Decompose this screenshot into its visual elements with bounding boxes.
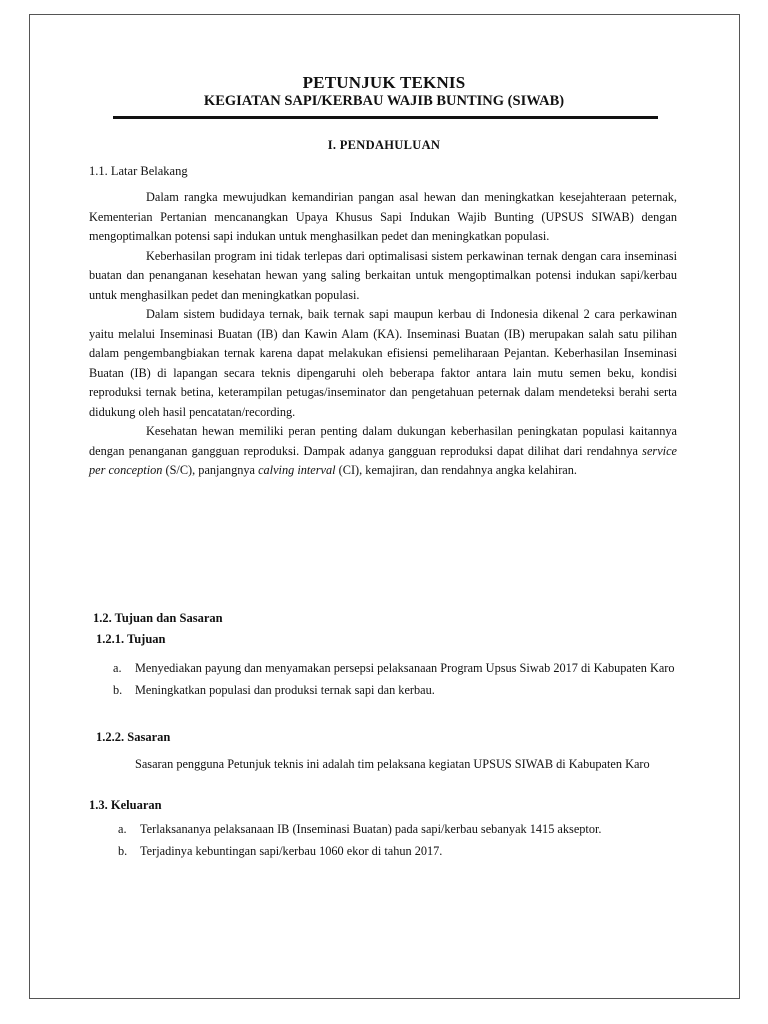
list-item-text: Terlaksananya pelaksanaan IB (Inseminasi Buatan) pada sapi/kerbau sebanyak 1415 akseptor. bbox=[140, 822, 602, 836]
sasaran-text: Sasaran pengguna Petunjuk teknis ini adalah tim pelaksana kegiatan UPSUS SIWAB di Kabupaten Karo bbox=[135, 757, 650, 771]
list-item-text: Menyediakan payung dan menyamakan persepsi pelaksanaan Program Upsus Siwab 2017 di Kabupaten Karo bbox=[135, 661, 675, 675]
document-title: PETUNJUK TEKNIS bbox=[302, 73, 466, 92]
italic-term: service per conception bbox=[89, 443, 677, 477]
latar-belakang-body bbox=[89, 188, 677, 481]
paragraph: Dalam rangka mewujudkan kemandirian pangan asal hewan dan meningkatkan kesejahteraan peternak, Kementerian Pertanian mencanangkan Upaya Khusus Sapi Indukan Wajib Bunting (UPSUS SIWAB) dengan mengoptimalkan potensi sapi indukan untuk menghasilkan pedet dan meningkatkan populasi. bbox=[89, 190, 677, 243]
list-item bbox=[113, 658, 677, 678]
document-subtitle: KEGIATAN SAPI/KERBAU WAJIB BUNTING (SIWAB) bbox=[203, 93, 565, 109]
list-item bbox=[113, 680, 677, 700]
section-heading: I. PENDAHULUAN bbox=[327, 138, 441, 152]
tujuan-heading: 1.2.1. Tujuan bbox=[96, 632, 166, 646]
tujuan-list bbox=[113, 658, 677, 700]
list-marker: b. bbox=[113, 683, 123, 697]
list-item bbox=[118, 819, 677, 839]
list-item-text: Terjadinya kebuntingan sapi/kerbau 1060 ekor di tahun 2017. bbox=[140, 844, 443, 858]
paragraph: Dalam sistem budidaya ternak, baik ternak sapi maupun kerbau di Indonesia dikenal 2 cara perkawinan yaitu melalui Inseminasi Buatan (IB) dan Kawin Alam (KA). Inseminasi Buatan (IB) merupakan salah satu pilihan dalam pengembangbiakan ternak karena dapat melakukan efisiensi pemeliharaan Pejantan. Keberhasilan Inseminasi Buatan (IB) di lapangan secara teknis dipengaruhi oleh beberapa faktor antara lain mutu semen beku, kondisi reproduksi ternak betina, keterampilan petugas/inseminator dan pengetahuan peternak dalam mendeteksi berahi serta didukung oleh hasil pencatatan/recording. bbox=[89, 307, 677, 419]
paragraph: Keberhasilan program ini tidak terlepas dari optimalisasi sistem perkawinan ternak dengan cara inseminasi buatan dan penanganan kesehatan hewan yang saling berkaitan untuk mengoptimalkan potensi indukan sapi/kerbau untuk menghasilkan pedet dan meningkatkan populasi. bbox=[89, 248, 677, 302]
list-item-text: Meningkatkan populasi dan produksi ternak sapi dan kerbau. bbox=[135, 683, 435, 697]
list-marker: a. bbox=[113, 661, 122, 675]
list-item bbox=[118, 841, 677, 861]
list-marker: a. bbox=[118, 822, 127, 836]
paragraph-text: (CI), kemajiran, dan rendahnya angka kelahiran. bbox=[335, 463, 577, 477]
keluaran-heading: 1.3. Keluaran bbox=[89, 798, 162, 812]
paragraph bbox=[89, 422, 677, 481]
italic-term: calving interval bbox=[258, 463, 336, 477]
list-marker: b. bbox=[118, 844, 128, 858]
sasaran-heading: 1.2.2. Sasaran bbox=[96, 730, 171, 744]
paragraph-text: (S/C), panjangnya bbox=[162, 463, 259, 477]
title-underline bbox=[113, 116, 658, 119]
tujuan-sasaran-heading: 1.2. Tujuan dan Sasaran bbox=[93, 611, 223, 625]
paragraph-text: Kesehatan hewan memiliki peran penting dalam dukungan keberhasilan peningkatan populasi kaitannya dengan penanganan gangguan reproduksi. Dampak adanya gangguan reproduksi dapat dilihat dari rendahnya bbox=[89, 424, 677, 458]
latar-belakang-heading: 1.1. Latar Belakang bbox=[89, 164, 188, 178]
keluaran-list bbox=[118, 819, 677, 861]
